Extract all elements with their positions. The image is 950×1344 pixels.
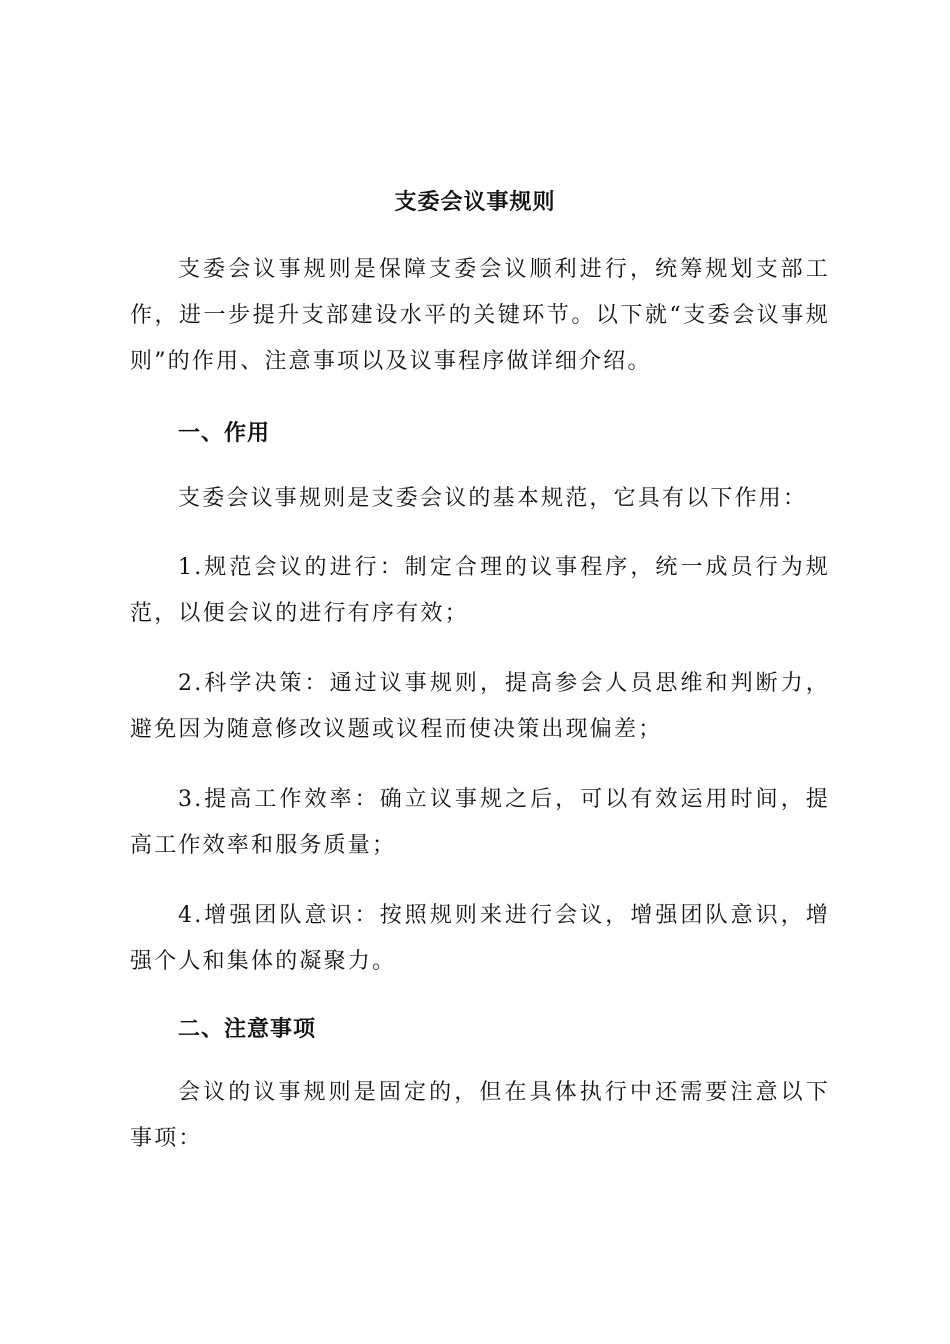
- list-item: 1.规范会议的进行：制定合理的议事程序，统一成员行为规范，以便会议的进行有序有效；: [130, 555, 830, 626]
- list-item: 4.增强团队意识：按照规则来进行会议，增强团队意识，增强个人和集体的凝聚力。: [130, 903, 830, 974]
- section2-heading: 二、注意事项: [178, 1017, 317, 1042]
- list-item: 2.科学决策：通过议事规则，提高参会人员思维和判断力，避免因为随意修改议题或议程而使决策出现偏差；: [130, 671, 830, 742]
- section1-heading: 一、作用: [178, 421, 271, 446]
- section2-lead: 会议的议事规则是固定的，但在具体执行中还需要注意以下事项：: [130, 1080, 830, 1151]
- intro-paragraph: 支委会议事规则是保障支委会议顺利进行，统筹规划支部工作，进一步提升支部建设水平的关键环节。以下就“支委会议事规则”的作用、注意事项以及议事程序做详细介绍。: [130, 257, 830, 374]
- list-item: 3.提高工作效率：确立议事规之后，可以有效运用时间，提高工作效率和服务质量；: [130, 787, 830, 858]
- document-title: 支委会议事规则: [394, 189, 556, 215]
- section1-lead: 支委会议事规则是支委会议的基本规范，它具有以下作用：: [178, 486, 808, 511]
